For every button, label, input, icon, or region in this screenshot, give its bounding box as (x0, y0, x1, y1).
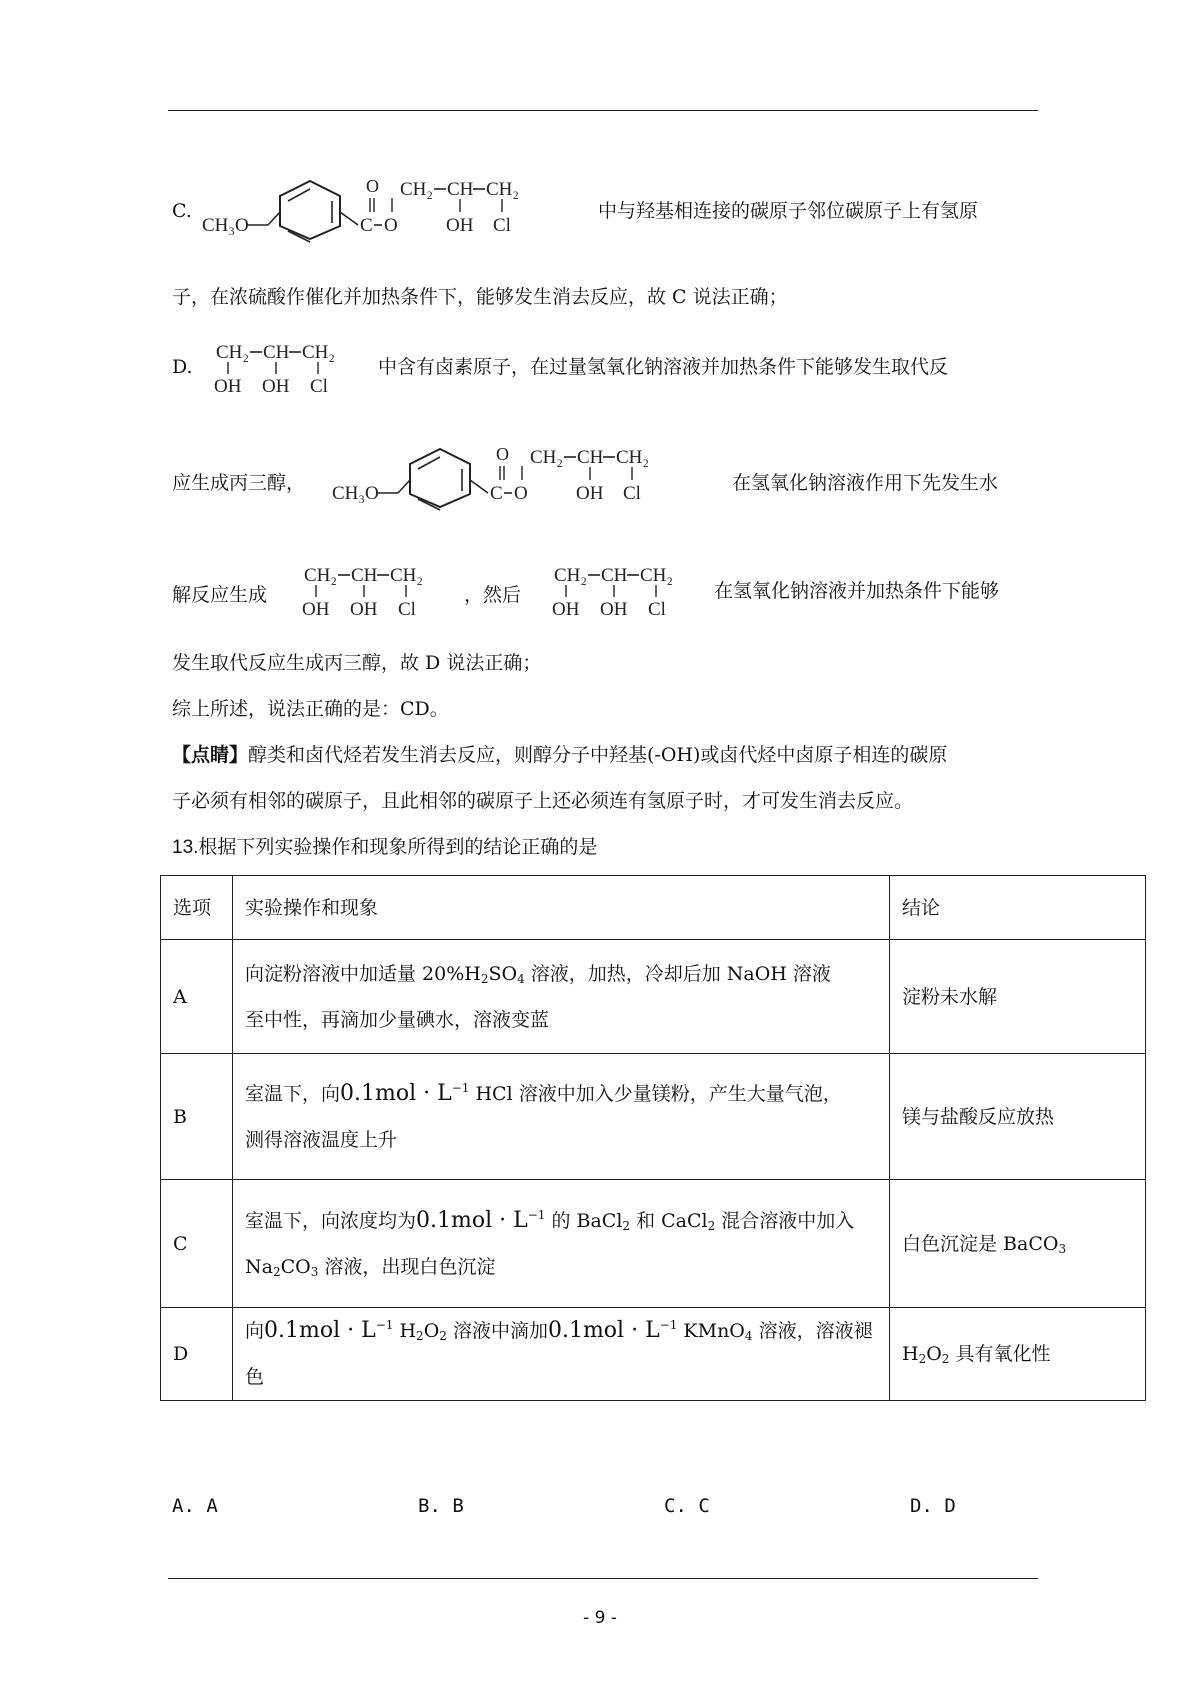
svg-text:OH: OH (350, 599, 378, 620)
row-operation: 向$0.1mol \cdot L^{-1}$ $H_2O_2$ 溶液中滴加$0.1mol \cdot L^{-1}$ KMnO$_4$ 溶液，溶液褪色 (233, 1308, 890, 1401)
table-header-row (161, 876, 1146, 940)
svg-text:Cl: Cl (623, 483, 641, 504)
svg-text:Cl: Cl (493, 215, 511, 236)
table-row (161, 1308, 1146, 1401)
c-text: 中与羟基相连接的碳原子邻位碳原子上有氢原 (598, 200, 979, 222)
row-option: C (161, 1180, 233, 1308)
chloropropanediol-molecule-3 (552, 557, 712, 621)
svg-text:CH₂: CH₂ (304, 565, 338, 586)
d-text-3a: 解反应生成 (172, 584, 268, 606)
svg-text:OH: OH (600, 599, 628, 620)
d-text-2a: 应生成丙三醇， (172, 472, 306, 494)
row-option: B (161, 1054, 233, 1180)
svg-text:C: C (490, 483, 503, 504)
summary: 综上所述，说法正确的是：CD。 (172, 698, 449, 720)
d-text-2b: 在氢氧化钠溶液作用下先发生水 (732, 472, 999, 494)
svg-text:CH₂: CH₂ (302, 342, 336, 363)
svg-text:OH: OH (262, 376, 290, 397)
header-option: 选项 (161, 876, 233, 940)
row-conclusion: 镁与盐酸反应放热 (890, 1054, 1146, 1180)
svg-text:CH₂: CH₂ (640, 565, 674, 586)
svg-text:OH: OH (552, 599, 580, 620)
svg-text:CH₂: CH₂ (530, 447, 564, 468)
table-row (161, 1054, 1146, 1180)
svg-text:CH: CH (577, 447, 604, 468)
page-number: - 9 - (583, 1608, 617, 1628)
row-option: D (161, 1308, 233, 1401)
svg-text:CH: CH (351, 565, 378, 586)
row-operation: 向淀粉溶液中加适量 $20\%H_2SO_4$ 溶液，加热，冷却后加 NaOH 溶液 至中性，再滴加少量碘水，溶液变蓝 (233, 940, 890, 1054)
d-text-3c: 在氢氧化钠溶液并加热条件下能够 (714, 580, 1000, 602)
svg-text:OH: OH (576, 483, 604, 504)
svg-text:CH₂: CH₂ (216, 342, 250, 363)
svg-text:O: O (514, 483, 528, 504)
svg-text:O: O (366, 176, 379, 196)
d-text-4: 发生取代反应生成丙三醇，故 D 说法正确； (172, 652, 542, 674)
answer-option-d[interactable]: D. D (910, 1495, 956, 1517)
svg-text:Cl: Cl (310, 376, 328, 397)
svg-text:CH₂: CH₂ (616, 447, 650, 468)
svg-text:O: O (384, 215, 398, 236)
svg-text:Cl: Cl (648, 599, 666, 620)
header-operation: 实验操作和现象 (233, 876, 890, 940)
svg-text:OH: OH (446, 215, 474, 236)
table-row (161, 1180, 1146, 1308)
svg-text:OH: OH (214, 376, 242, 397)
svg-text:CH₂: CH₂ (486, 179, 520, 200)
answer-option-a[interactable]: A. A (172, 1495, 218, 1517)
d-text-3b: ，然后 (464, 584, 522, 606)
footer-rule (168, 1578, 1038, 1579)
d-label: D. (172, 356, 193, 378)
tip-label: 【点睛】 (172, 744, 249, 766)
ester-molecule (200, 168, 580, 248)
table-row (161, 940, 1146, 1054)
experiment-table (160, 875, 1146, 1401)
svg-text:CH: CH (601, 565, 628, 586)
header-conclusion: 结论 (890, 876, 1146, 940)
answer-option-c[interactable]: C. C (664, 1495, 710, 1517)
row-operation: 室温下，向浓度均为$0.1mol \cdot L^{-1}$ 的 BaCl$_2$ 和 CaCl$_2$ 混合溶液中加入 $Na_2CO_3$ 溶液，出现白色沉淀 (233, 1180, 890, 1308)
svg-text:OH: OH (302, 599, 330, 620)
svg-text:CH: CH (263, 342, 290, 363)
row-conclusion: $H_2O_2$ 具有氧化性 (890, 1308, 1146, 1401)
row-operation: 室温下，向$0.1mol \cdot L^{-1}$ HCl 溶液中加入少量镁粉，产生大量气泡， 测得溶液温度上升 (233, 1054, 890, 1180)
d-text: 中含有卤素原子，在过量氢氧化钠溶液并加热条件下能够发生取代反 (378, 356, 949, 378)
svg-text:CH: CH (447, 179, 474, 200)
chloropropanediol-molecule (214, 334, 374, 398)
svg-text:O: O (496, 444, 509, 464)
tip-text-2: 子必须有相邻的碳原子，且此相邻的碳原子上还必须连有氢原子时，才可发生消去反应。 (172, 790, 914, 812)
row-conclusion: 淀粉未水解 (890, 940, 1146, 1054)
c-text-2: 子，在浓硫酸作催化并加热条件下，能够发生消去反应，故 C 说法正确； (172, 286, 788, 308)
tip-text: 醇类和卤代烃若发生消去反应，则醇分子中羟基(-OH)或卤代烃中卤原子相连的碳原 (248, 744, 948, 766)
svg-text:CH₃O: CH₃O (332, 483, 379, 504)
row-conclusion: 白色沉淀是 BaCO$_3$ (890, 1180, 1146, 1308)
svg-text:CH₃O: CH₃O (202, 215, 249, 236)
row-option: A (161, 940, 233, 1054)
svg-text:Cl: Cl (398, 599, 416, 620)
ester-molecule-2 (330, 436, 710, 516)
svg-text:CH₂: CH₂ (554, 565, 588, 586)
svg-text:CH₂: CH₂ (400, 179, 434, 200)
chloropropanediol-molecule-2 (302, 557, 462, 621)
header-rule (168, 110, 1038, 111)
tip (172, 740, 947, 767)
svg-text:C: C (360, 215, 373, 236)
svg-text:CH₂: CH₂ (390, 565, 424, 586)
c-label: C. (172, 200, 192, 222)
question-13: 13.根据下列实验操作和现象所得到的结论正确的是 (172, 837, 598, 858)
answer-option-b[interactable]: B. B (418, 1495, 464, 1517)
